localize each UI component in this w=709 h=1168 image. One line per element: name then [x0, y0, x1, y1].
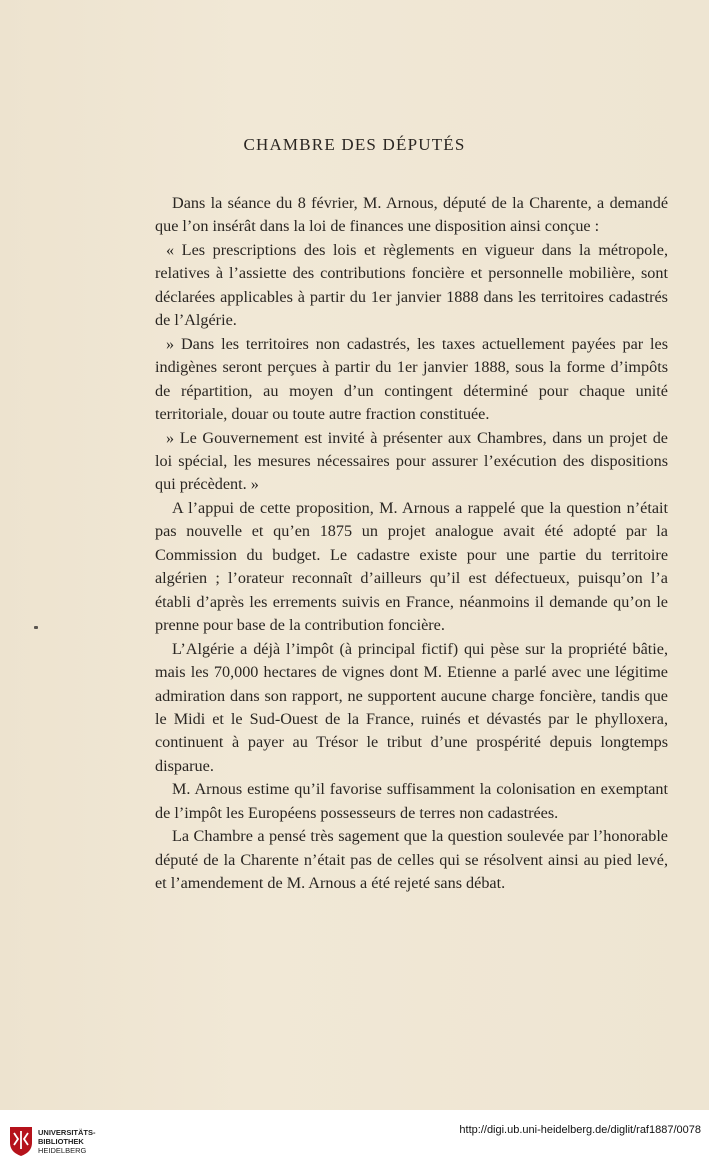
- article-body: [155, 192, 668, 896]
- page-title: CHAMBRE DES DÉPUTÉS: [243, 135, 466, 154]
- paragraph-intro: Dans la séance du 8 février, M. Arnous, député de la Charente, a demandé que l’on insérât dans la loi de finances une disposition ainsi conçue :: [155, 194, 668, 236]
- paragraph-chambre: La Chambre a pensé très sagement que la question soulevée par l’honorable député de la Charente n’était pas de celles qui se résolvent ainsi au pied levé, et l’amendement de M. Arnous a été rejeté sans débat.: [155, 827, 668, 893]
- paragraph-quote-2: » Dans les territoires non cadastrés, les taxes actuellement payées par les indigènes seront perçues à partir du 1er janvier 1888, sous la forme d’impôts de répartition, au moyen d’un contingent déterminé pour chaque unité territoriale, douar ou toute autre fraction constituée.: [155, 334, 668, 424]
- heidelberg-seal-icon: [8, 1125, 34, 1157]
- paragraph-quote-3: » Le Gouvernement est invité à présenter aux Chambres, dans un projet de loi spécial, les mesures nécessaires pour assurer l’exécution des dispositions qui précèdent. »: [155, 428, 668, 494]
- logo-text-line3: HEIDELBERG: [38, 1145, 87, 1155]
- library-logo[interactable]: [8, 1125, 96, 1157]
- paragraph-algerie: L’Algérie a déjà l’impôt (à principal fictif) qui pèse sur la propriété bâtie, mais les 70,000 hectares de vignes dont M. Etienne a parlé avec une légitime admiration dans son rapport, ne supportent aucune charge foncière, tandis que le Midi et le Sud-Ouest de la France, ruinés et dévastés par le phylloxera, continuent à payer au Trésor le tribut d’une prospérité depuis longtemps disparue.: [155, 639, 668, 775]
- paragraph-quote-1: « Les prescriptions des lois et règlements en vigueur dans la métropole, relatives à l’assiette des contributions foncière et personnelle mobilière, sont déclarées applicables à partir du 1er janvier 1888 dans les territoires cadastrés de l’Algérie.: [155, 240, 668, 330]
- logo-text-line2: BIBLIOTHEK: [38, 1136, 84, 1146]
- logo-text-line1: UNIVERSITÄTS-: [38, 1127, 96, 1137]
- paragraph-arnous: M. Arnous estime qu’il favorise suffisamment la colonisation en exemptant de l’impôt les Européens possesseurs de terres non cadastrées.: [155, 780, 668, 822]
- margin-speck: [34, 626, 38, 629]
- source-url-link[interactable]: http://digi.ub.uni-heidelberg.de/diglit/raf1887/0078: [459, 1124, 701, 1136]
- footer-bar: [0, 1110, 709, 1168]
- paragraph-appui: A l’appui de cette proposition, M. Arnous a rappelé que la question n’était pas nouvelle et qu’en 1875 un projet analogue avait été adopté par la Commission du budget. Le cadastre existe pour une partie du territoire algérien ; l’orateur reconnaît d’ailleurs qu’il est défectueux, puisqu’on l’a établi d’après les errements suivis en France, néanmoins il demande qu’on le prenne pour base de la contribution foncière.: [155, 498, 668, 635]
